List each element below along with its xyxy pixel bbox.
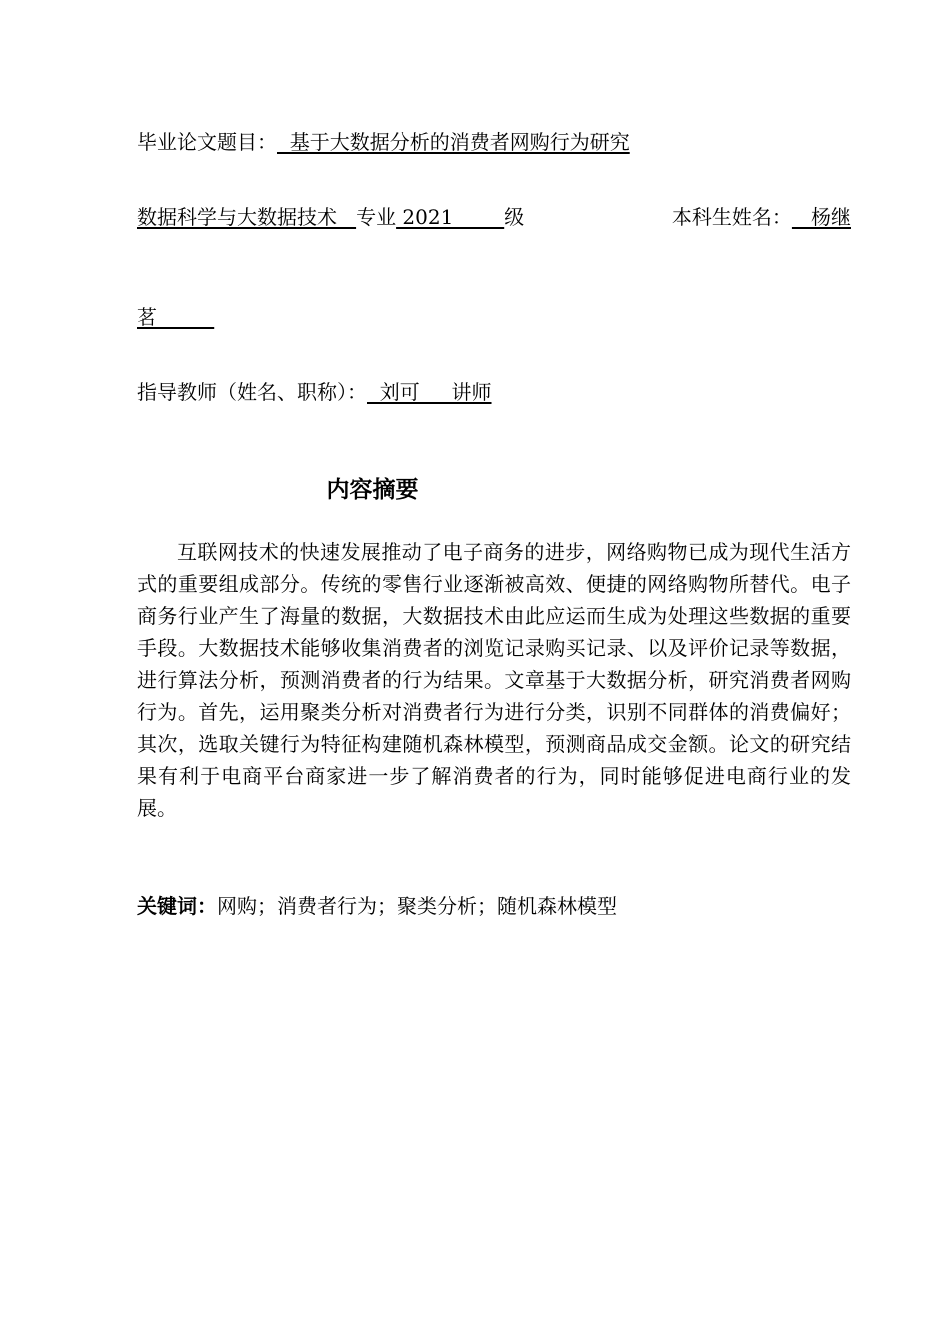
student-name-value-part1: 杨继	[791, 205, 851, 229]
student-name-label: 本科生姓名：	[671, 205, 792, 229]
abstract-body: 互联网技术的快速发展推动了电子商务的进步，网络购物已成为现代生活方式的重要组成部分。传统的零售行业逐渐被高效、便捷的网络购物所替代。电子商务行业产生了海量的数据，大数据技术由此应运而生成为处理这些数据的重要手段。大数据技术能够收集消费者的浏览记录购买记录、以及评价记录等数据，进行算法分析，预测消费者的行为结果。文章基于大数据分析，研究消费者网购行为。首先，运用聚类分析对消费者行为进行分类，识别不同群体的消费偏好；其次，选取关键行为特征构建随机森林模型，预测商品成交金额。论文的研究结果有利于电商平台商家进一步了解消费者的行为，同时能够促进电商行业的发展。	[137, 540, 851, 820]
student-name-value-part2: 茗	[137, 305, 215, 329]
advisor-value: 刘可 讲师	[367, 380, 492, 404]
thesis-title-label: 毕业论文题目：	[137, 130, 277, 154]
student-name-continuation	[137, 303, 214, 331]
year-value: 2021	[396, 205, 505, 229]
keywords-line	[137, 892, 617, 920]
keywords-label: 关键词：	[137, 894, 217, 918]
year-suffix: 级	[504, 205, 525, 229]
student-info-line	[137, 203, 851, 231]
major-value: 数据科学与大数据技术	[137, 205, 357, 229]
major-suffix: 专业	[356, 205, 397, 229]
abstract-heading: 内容摘要	[326, 477, 419, 503]
keywords-value: 网购；消费者行为；聚类分析；随机森林模型	[217, 894, 617, 918]
advisor-label: 指导教师（姓名、职称）：	[137, 380, 367, 404]
thesis-title-line	[137, 128, 630, 156]
student-name-group	[672, 203, 851, 231]
thesis-title-value: 基于大数据分析的消费者网购行为研究	[277, 130, 630, 154]
advisor-line	[137, 378, 492, 406]
